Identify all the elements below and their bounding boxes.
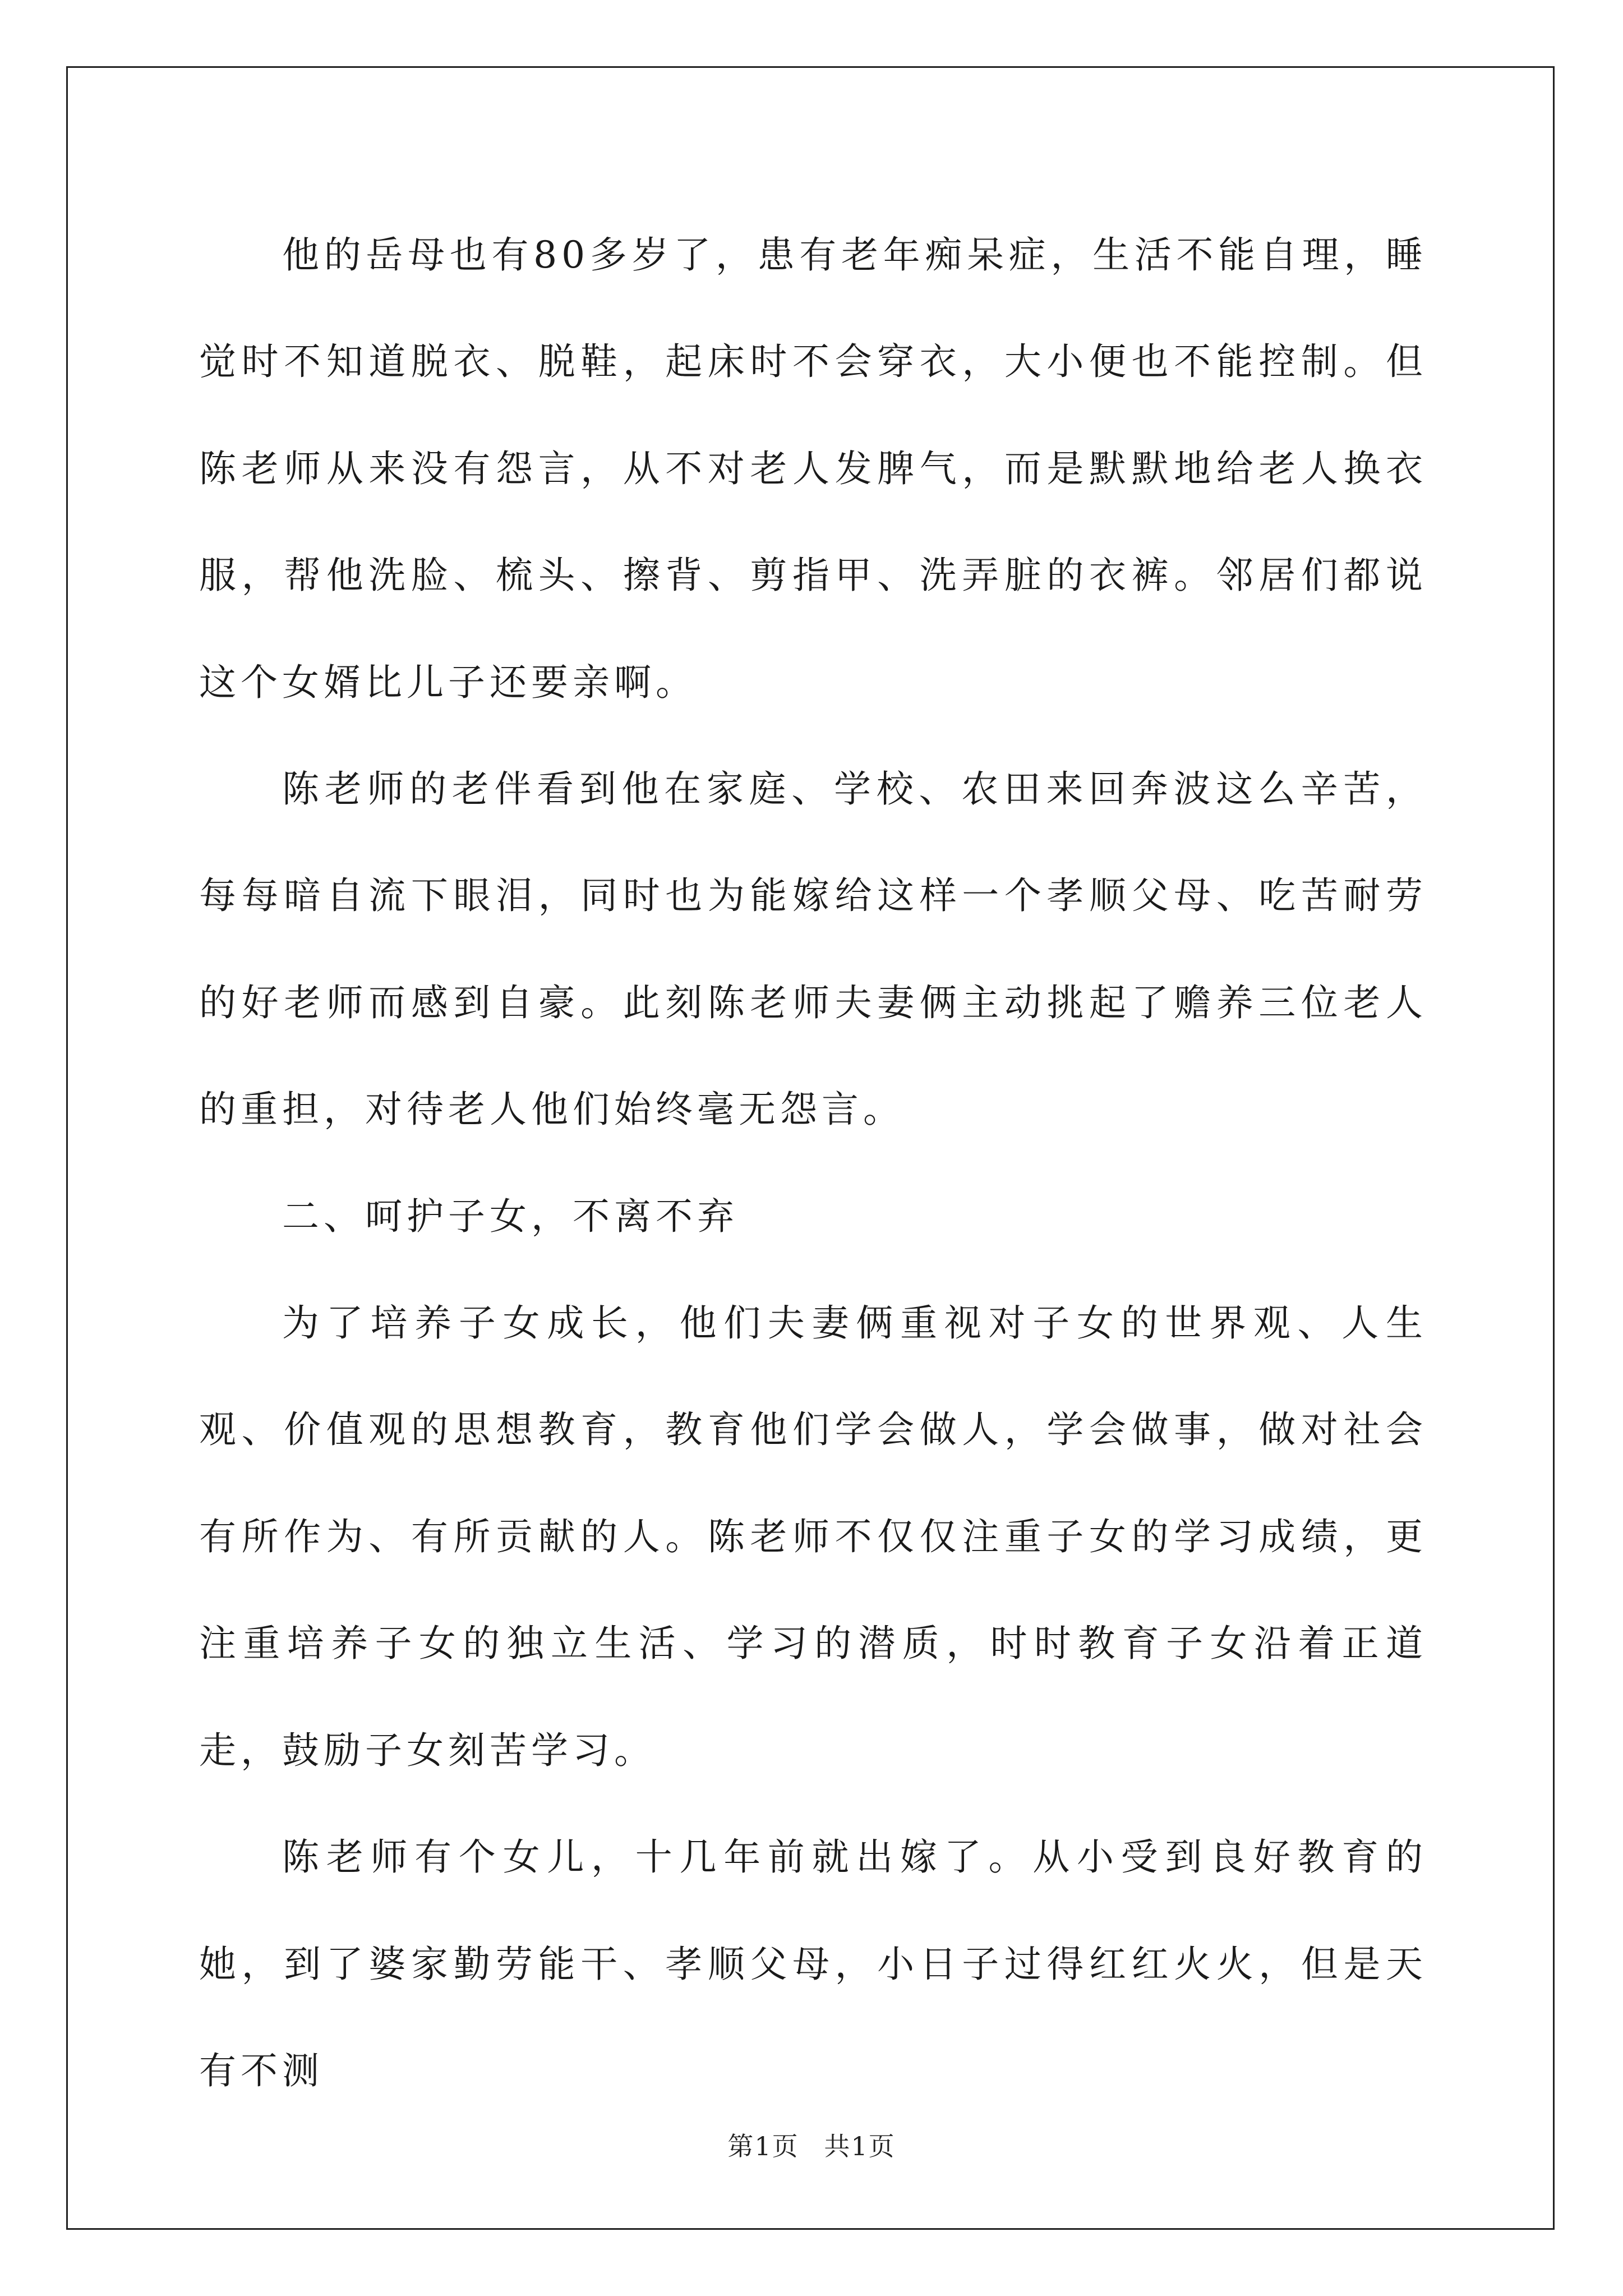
paragraph-daughter: 陈老师有个女儿，十几年前就出嫁了。从小受到良好教育的她，到了婆家勤劳能干、孝顺父母，小日子过得红红火火，但是天有不测 xyxy=(199,1835,1427,2092)
paragraph-mother-in-law-care: 他的岳母也有80多岁了，患有老年痴呆症，生活不能自理，睡觉时不知道脱衣、脱鞋，起床时不会穿衣，大小便也不能控制。但陈老师从来没有怨言，从不对老人发脾气，而是默默地给老人换衣服，帮他洗脸、梳头、擦背、剪指甲、洗弄脏的衣裤。邻居们都说这个女婿比儿子还要亲啊。 xyxy=(199,233,1427,704)
paragraph-wife-pride: 陈老师的老伴看到他在家庭、学校、农田来回奔波这么辛苦，每每暗自流下眼泪，同时也为能嫁给这样一个孝顺父母、吃苦耐劳的好老师而感到自豪。此刻陈老师夫妻俩主动挑起了赡养三位老人的重担，对待老人他们始终毫无怨言。 xyxy=(199,767,1427,1131)
page-total: 共1页 xyxy=(824,2131,896,2161)
page-footer xyxy=(0,2126,1623,2163)
document-body xyxy=(199,202,1427,2124)
page-number: 第1页 xyxy=(727,2131,799,2161)
section-heading-care-children: 二、呵护子女，不离不弃 xyxy=(282,1194,739,1238)
paragraph-children-education: 为了培养子女成长，他们夫妻俩重视对子女的世界观、人生观、价值观的思想教育，教育他们学会做人，学会做事，做对社会有所作为、有所贡献的人。陈老师不仅仅注重子女的学习成绩，更注重培养子女的独立生活、学习的潜质，时时教育子女沿着正道走，鼓励子女刻苦学习。 xyxy=(199,1301,1427,1772)
